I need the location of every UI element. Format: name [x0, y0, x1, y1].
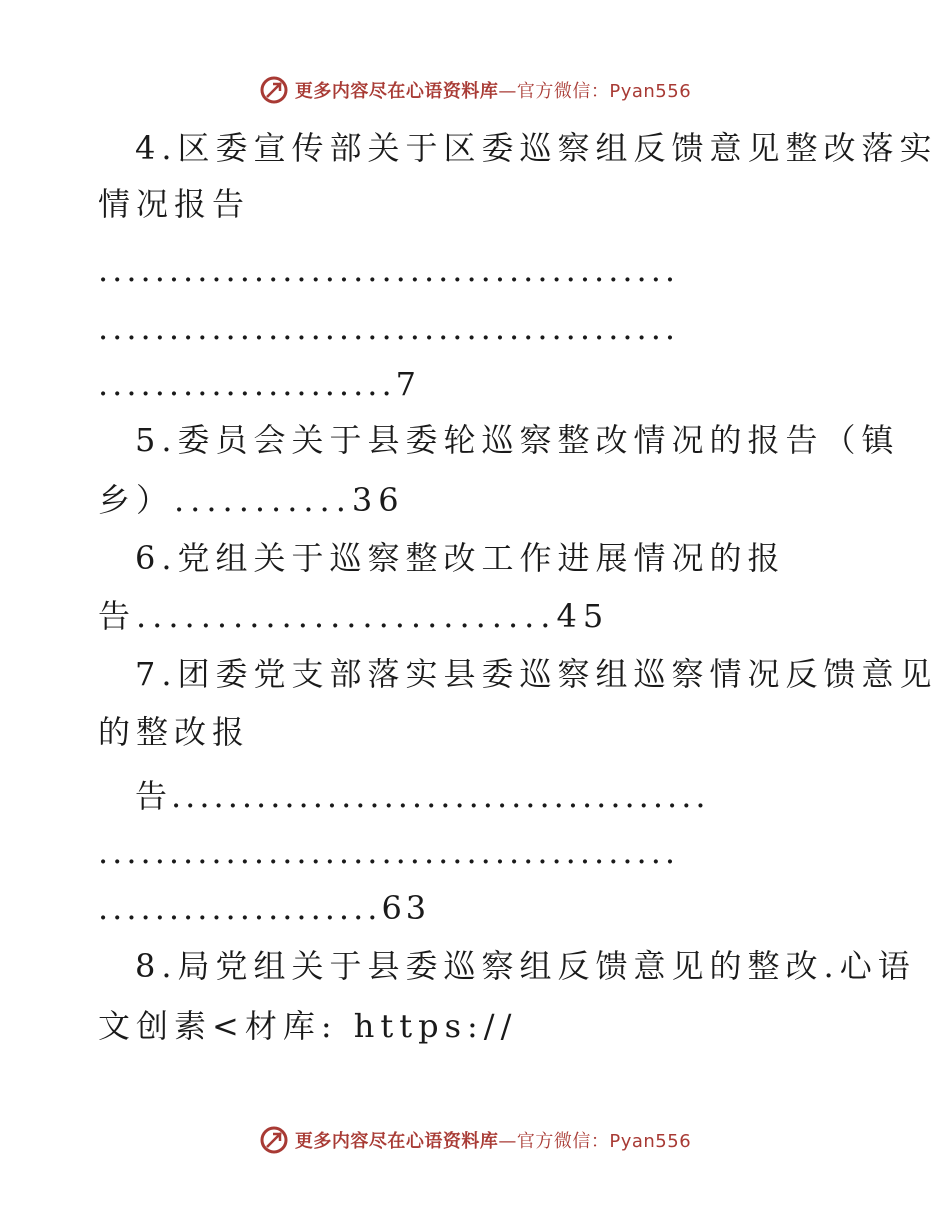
toc-entry-7: 7.团委党支部落实县委巡察组巡察情况反馈意见	[135, 655, 938, 693]
toc-page-number: ....................63	[98, 889, 431, 927]
toc-entry-5: 5.委员会关于县委轮巡察整改情况的报告（镇	[135, 421, 900, 459]
toc-entry-6: 6.党组关于巡察整改工作进展情况的报	[135, 539, 786, 577]
quill-logo-icon	[259, 75, 289, 105]
toc-page-number: .....................7	[98, 365, 420, 403]
toc-entry-4: 4.区委宣传部关于区委巡察组反馈意见整改落实	[135, 129, 938, 167]
toc-leader-dots: .........................................	[98, 251, 680, 289]
watermark-footer	[0, 1120, 950, 1160]
watermark-header	[0, 70, 950, 110]
toc-leader-dots: .........................................	[98, 309, 680, 347]
watermark-text: 更多内容尽在心语资料库—官方微信：Pyan556	[294, 1131, 692, 1152]
toc-entry-7-cont: 的整改报	[98, 713, 251, 751]
quill-logo-icon	[259, 1125, 289, 1155]
watermark-text: 更多内容尽在心语资料库—官方微信：Pyan556	[294, 81, 692, 102]
toc-entry-7-leader: 告......................................	[135, 777, 710, 815]
toc-entry-8: 8.局党组关于县委巡察组反馈意见的整改.心语	[135, 947, 916, 985]
toc-entry-8-cont: 文创素<材库: https://	[98, 1007, 518, 1045]
toc-entry-6-cont: 告..........................45	[98, 597, 610, 635]
toc-entry-5-cont: 乡）...........36	[98, 481, 405, 519]
toc-entry-4-cont: 情况报告	[98, 185, 251, 223]
toc-leader-dots: .........................................	[98, 833, 680, 871]
